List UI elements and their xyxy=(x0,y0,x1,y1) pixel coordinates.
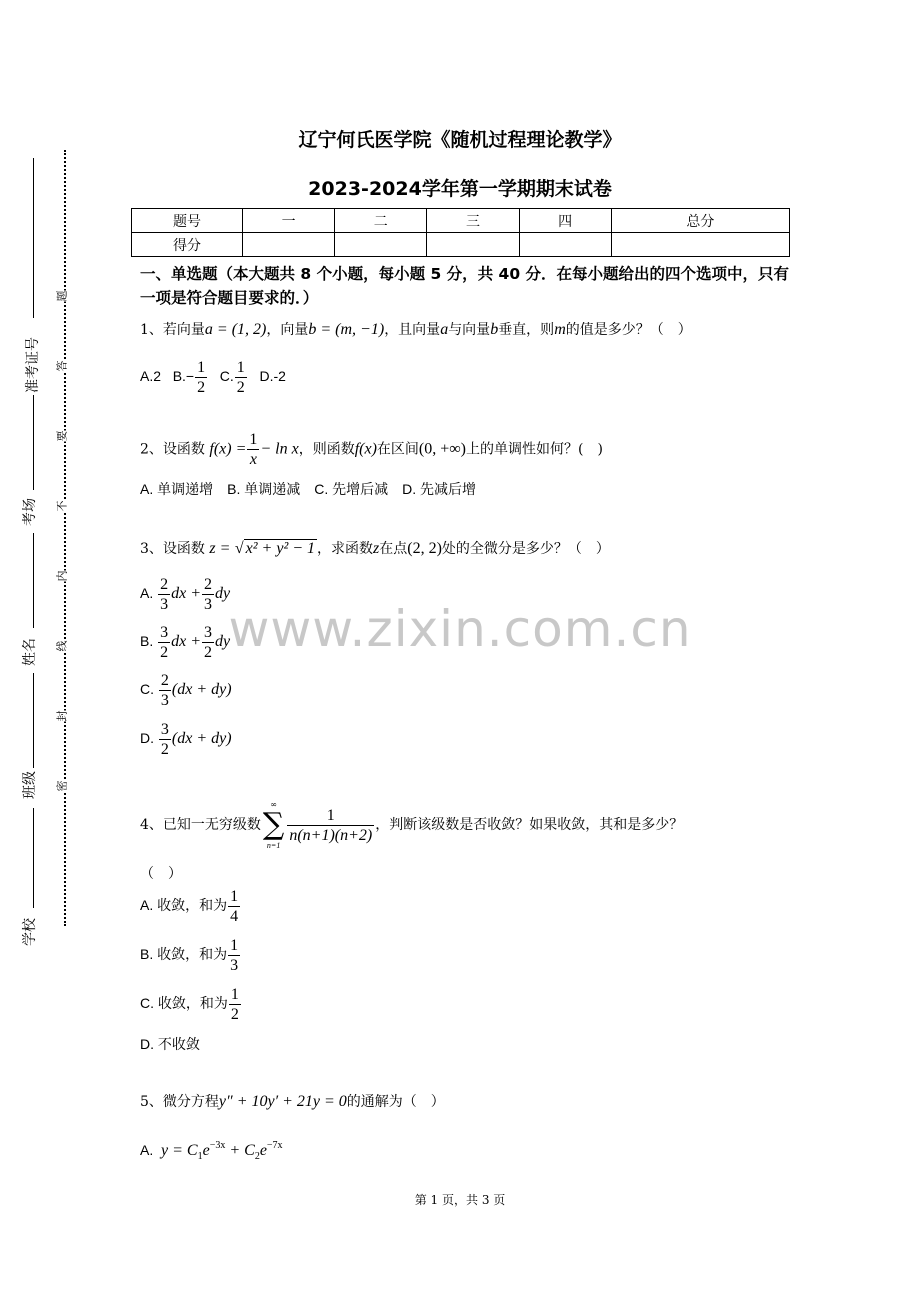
seal-word: 要 xyxy=(55,430,69,442)
question-3 xyxy=(140,538,610,558)
q1-math: b xyxy=(490,321,499,338)
table-cell: 四 xyxy=(519,209,611,233)
sidebar-label-exam-room: 考场 xyxy=(22,498,38,526)
q3-option-a[interactable]: A. $\frac{2}{3}$ dx + $\frac{2}{3}$ dy xyxy=(140,576,231,613)
q2-text: ，则函数 xyxy=(298,441,355,458)
score-table xyxy=(131,208,790,257)
summation-symbol: ∞ ∑ n=1 xyxy=(262,800,285,850)
score-input-cell[interactable] xyxy=(519,233,611,257)
seal-word: 题 xyxy=(55,290,69,302)
seal-word: 答 xyxy=(55,360,69,372)
table-cell: 总分 xyxy=(611,209,789,233)
option-d[interactable]: D.-2 xyxy=(259,368,286,385)
q1-options xyxy=(140,358,286,397)
q3-math: x² + y² − 1 xyxy=(245,540,316,557)
table-row xyxy=(132,209,790,233)
seal-word: 封 xyxy=(55,710,69,722)
q3-math: z = xyxy=(209,540,231,557)
question-1 xyxy=(140,319,692,339)
q1-math: a = (1, 2) xyxy=(204,321,267,338)
q3-text: ，求函数 xyxy=(317,541,374,557)
q1-text: 1、若向量 xyxy=(140,322,205,338)
sidebar-label-class: 班级 xyxy=(22,771,38,799)
q2-text: 在区间 xyxy=(376,441,419,458)
sqrt-sign: √ xyxy=(234,540,244,557)
sidebar-line xyxy=(33,673,34,768)
seal-dotted-line xyxy=(64,150,66,926)
q3-option-c[interactable]: C. $\frac{2}{3}$ (dx + dy) xyxy=(140,672,232,709)
q2-text: 上的单调性如何？( ) xyxy=(466,441,603,458)
q3-option-d[interactable]: D. $\frac{3}{2}$ (dx + dy) xyxy=(140,721,232,758)
question-5 xyxy=(140,1091,445,1111)
q4-paren: （ ） xyxy=(140,866,182,882)
q2-math: f(x) xyxy=(354,440,377,458)
table-cell: 二 xyxy=(335,209,427,233)
table-cell: 一 xyxy=(243,209,335,233)
q4-text: 4、已知一无穷级数 xyxy=(140,817,261,833)
seal-word: 密 xyxy=(55,780,69,792)
sidebar-line xyxy=(33,395,34,490)
q3-math: (2, 2) xyxy=(407,540,442,557)
q4-option-c[interactable]: C. 收敛，和为 $\frac{1}{2}$ xyxy=(140,986,239,1023)
table-cell: 得分 xyxy=(132,233,243,257)
q3-option-b[interactable]: B. $\frac{3}{2}$ dx + $\frac{3}{2}$ dy xyxy=(140,624,231,661)
q1-math: m xyxy=(554,321,566,338)
q5-option-a[interactable]: A. $y = C_1e^{-3x} + C_2e^{-7x}$ xyxy=(140,1140,283,1162)
q2-text: 2、设函数 xyxy=(140,441,205,458)
score-input-cell[interactable] xyxy=(611,233,789,257)
seal-word: 内 xyxy=(55,570,69,582)
table-cell: 三 xyxy=(427,209,519,233)
q2-math: − ln x xyxy=(260,440,299,458)
q2-options[interactable]: A. 单调递增 B. 单调递减 C. 先增后减 D. 先减后增 xyxy=(140,481,477,497)
exam-title-line2: 2023-2024学年第一学期期末试卷 xyxy=(308,178,612,200)
sidebar-label-name: 姓名 xyxy=(22,638,38,666)
q3-text: 3、设函数 xyxy=(140,541,205,557)
question-2: 2、设函数 f(x) = $\frac{1}{x}$ − ln x，则函数f(x)在区间(0, +∞)上的单调性如何？( ) xyxy=(140,431,603,468)
sidebar-label-school: 学校 xyxy=(22,918,38,946)
score-input-cell[interactable] xyxy=(427,233,519,257)
q5-text: 的通解为（ ） xyxy=(346,1094,445,1110)
q3-math: z xyxy=(373,540,380,557)
score-input-cell[interactable] xyxy=(243,233,335,257)
q1-math: a xyxy=(440,321,449,338)
q5-text: 5、微分方程 xyxy=(140,1094,219,1110)
q1-text: 的值是多少？（ ） xyxy=(565,322,692,338)
q4-text: ，判断该级数是否收敛？如果收敛，其和是多少？ xyxy=(375,817,684,833)
q2-math: f(x) = xyxy=(209,440,247,458)
option-b[interactable]: B.− $\frac{1}{2}$ xyxy=(172,359,206,396)
table-row xyxy=(132,233,790,257)
q4-option-b[interactable]: B. 收敛，和为 $\frac{1}{3}$ xyxy=(140,937,239,974)
option-a[interactable]: A.2 xyxy=(140,368,162,385)
seal-word: 不 xyxy=(55,500,69,512)
q1-text: ，向量 xyxy=(266,322,309,338)
q3-text: 在点 xyxy=(379,541,408,557)
q5-math: y″ + 10y′ + 21y = 0 xyxy=(218,1093,347,1110)
q4-option-a[interactable]: A. 收敛，和为 $\frac{1}{4}$ xyxy=(140,888,239,925)
q1-math: b = (m, −1) xyxy=(308,321,385,338)
sidebar-label-exam-number: 准考证号 xyxy=(25,337,41,393)
exam-title-line1: 辽宁何氏医学院《随机过程理论教学》 xyxy=(298,129,622,151)
question-4: 4、已知一无穷级数 ∞ ∑ n=1 $\frac{1}{n(n+1)(n+2)}$ ，判断该级数是否收敛？如果收敛，其和是多少？ xyxy=(140,800,684,850)
q1-text: ，且向量 xyxy=(384,322,441,338)
seal-word: 线 xyxy=(55,640,69,652)
q1-text: 垂直，则 xyxy=(498,322,555,338)
sidebar-line xyxy=(33,808,34,908)
score-input-cell[interactable] xyxy=(335,233,427,257)
q4-option-d[interactable]: D. 不收敛 xyxy=(140,1036,200,1052)
watermark: www.zixin.com.cn xyxy=(228,600,692,658)
table-cell: 题号 xyxy=(132,209,243,233)
page-footer: 第 1 页，共 3 页 xyxy=(414,1193,506,1207)
q1-text: 与向量 xyxy=(448,322,491,338)
q2-math: (0, +∞) xyxy=(418,440,467,458)
option-c[interactable]: C. $\frac{1}{2}$ xyxy=(219,359,245,396)
section-header: 一、单选题（本大题共 8 个小题，每小题 5 分，共 40 分．在每小题给出的四个选项中，只有一项是符合题目要求的．） xyxy=(140,265,790,307)
q3-text: 处的全微分是多少？（ ） xyxy=(441,541,610,557)
